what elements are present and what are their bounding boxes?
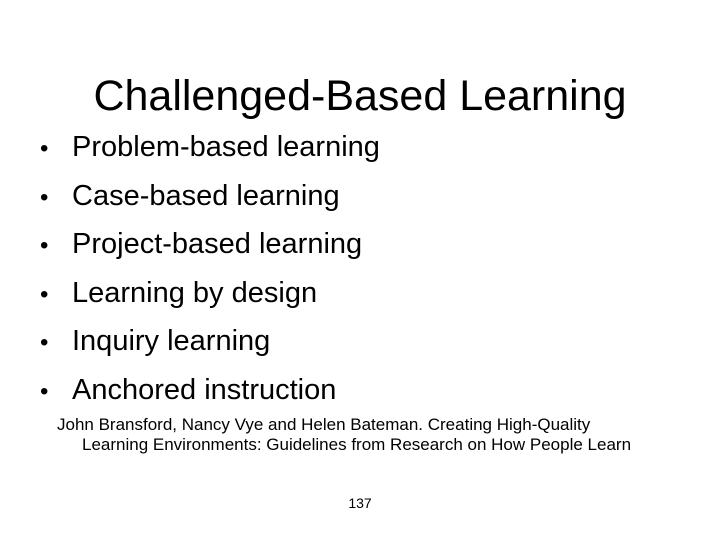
bullet-text: Problem-based learning	[72, 131, 380, 163]
citation-line-1: John Bransford, Nancy Vye and Helen Bateman. Creating High-Quality	[57, 415, 591, 434]
bullet-item	[40, 172, 680, 221]
bullet-item	[40, 317, 680, 366]
bullet-glyph: •	[40, 280, 49, 308]
slide-title: Challenged-Based Learning	[93, 72, 627, 120]
bullet-text: Anchored instruction	[72, 373, 337, 406]
bullet-text: Inquiry learning	[72, 325, 271, 358]
bullet-glyph: •	[40, 232, 49, 260]
bullet-glyph: •	[40, 329, 49, 357]
bullet-glyph: •	[40, 135, 49, 162]
bullet-item	[40, 123, 680, 172]
bullet-text: Case-based learning	[72, 179, 340, 212]
citation-line-2: Learning Environments: Guidelines from Research on How People Learn	[82, 435, 632, 454]
bullet-glyph: •	[40, 183, 49, 211]
citation	[57, 415, 697, 455]
bullet-glyph: •	[40, 377, 49, 405]
bullet-list	[40, 123, 680, 415]
bullet-text: Project-based learning	[72, 228, 363, 261]
bullet-item	[40, 366, 680, 415]
page-number: 137	[348, 495, 372, 511]
bullet-item	[40, 220, 680, 269]
bullet-text: Learning by design	[72, 276, 318, 309]
bullet-item	[40, 269, 680, 318]
